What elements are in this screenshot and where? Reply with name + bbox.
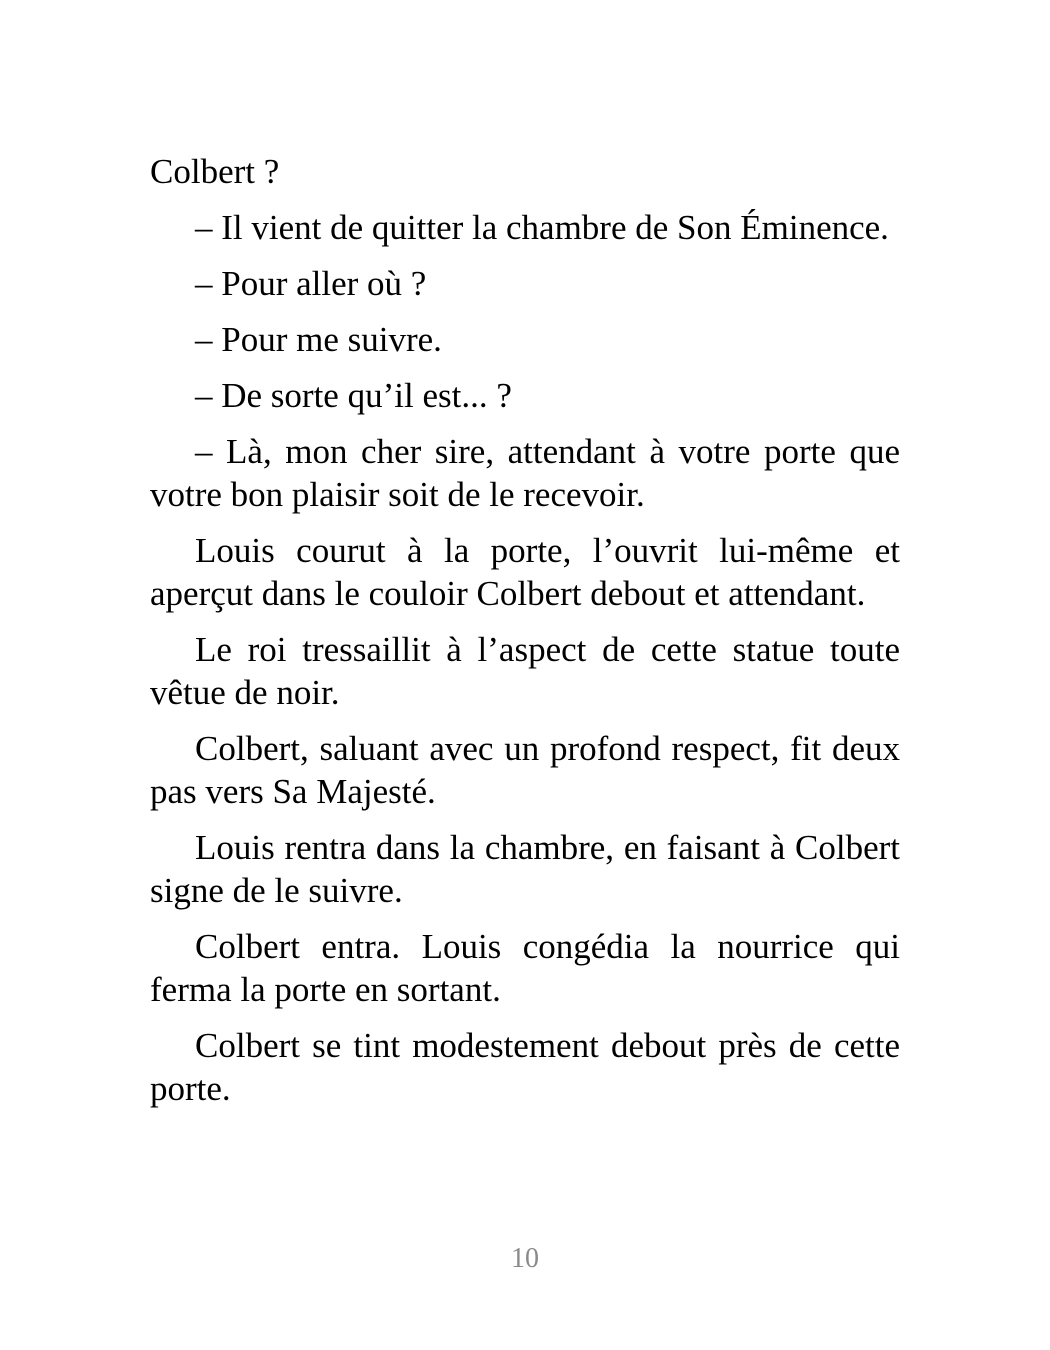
paragraph-dialogue: – Il vient de quitter la chambre de Son Éminence.: [195, 208, 889, 247]
paragraph-dialogue: – Pour aller où ?: [195, 264, 427, 303]
paragraph-narration: Colbert se tint modestement debout près de cette porte.: [150, 1026, 900, 1108]
paragraph-narration: Louis courut à la porte, l’ouvrit lui-même et aperçut dans le couloir Colbert debout et attendant.: [150, 531, 900, 613]
paragraph-dialogue: – Pour me suivre.: [195, 320, 442, 359]
paragraph-dialogue: – Là, mon cher sire, attendant à votre porte que votre bon plaisir soit de le recevoir.: [150, 432, 900, 514]
paragraph-narration: Le roi tressaillit à l’aspect de cette statue toute vêtue de noir.: [150, 630, 900, 712]
paragraph-dialogue: – De sorte qu’il est... ?: [195, 376, 512, 415]
paragraph-narration: Colbert entra. Louis congédia la nourrice qui ferma la porte en sortant.: [150, 927, 900, 1009]
paragraph-continuation: Colbert ?: [150, 152, 280, 191]
page-number: 10: [511, 1243, 539, 1274]
paragraph-narration: Louis rentra dans la chambre, en faisant à Colbert signe de le suivre.: [150, 828, 900, 910]
paragraph-narration: Colbert, saluant avec un profond respect, fit deux pas vers Sa Majesté.: [150, 729, 900, 811]
page-body-text: [150, 150, 900, 1123]
